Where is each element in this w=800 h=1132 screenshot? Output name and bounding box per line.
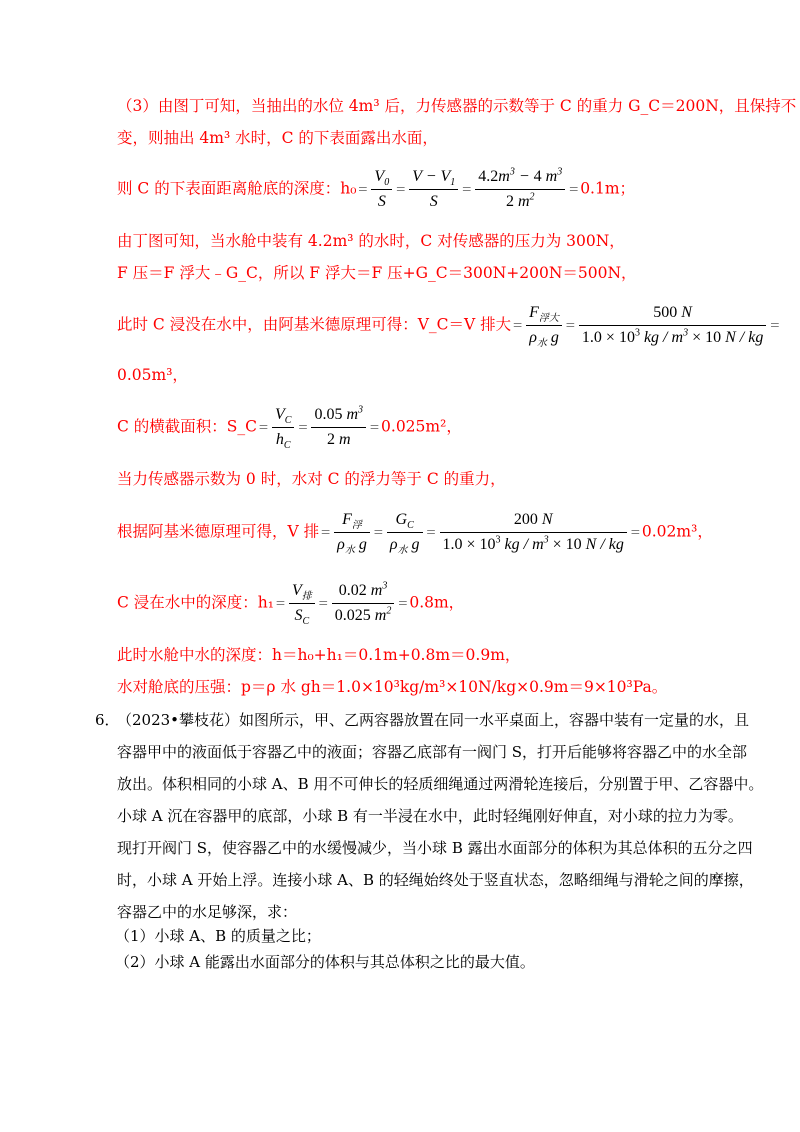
question-line-3: 放出。体积相同的小球 A、B 用不可伸长的轻质细绳通过两滑轮连接后，分别置于甲、乙容器中。 bbox=[117, 775, 764, 793]
answer-line-3: 则 C 的下表面距离舱底的深度：h₀＝ $\frac{V_0}{S}$ ＝ $\frac{V - V_1}{S}$ ＝ $\frac{4.2m^3 - 4 m^3}{2 m^2}$ ＝0.1m； bbox=[117, 166, 636, 210]
question-line-1: （2023•攀枝花）如图所示，甲、乙两容器放置在同一水平桌面上，容器中装有一定量的水，且 bbox=[117, 711, 750, 729]
answer-line-7: 0.05m³， bbox=[117, 366, 188, 384]
answer-line-6: 此时 C 浸没在水中，由阿基米德原理可得：V_C＝V 排大＝ $\frac{F_{浮大}}{\rho_水 g}$ ＝ $\frac{500 N}{1.0 \times 10^3 kg / m^3 \times 10 N / kg}$ ＝ bbox=[117, 304, 781, 350]
area-sc-label: C 的横截面积：S_C bbox=[117, 417, 258, 436]
depth-h0-result: 0.1m； bbox=[580, 179, 636, 198]
fraction-numeric-h0: $\frac{4.2m^3 - 4 m^3}{2 m^2}$ bbox=[475, 167, 565, 212]
answer-line-2: 变，则抽出 4m³ 水时，C 的下表面露出水面， bbox=[117, 129, 438, 147]
depth-h0-label: 则 C 的下表面距离舱底的深度：h₀ bbox=[117, 179, 357, 198]
question-line-5: 现打开阀门 S，使容器乙中的水缓慢减少，当小球 B 露出水面部分的体积为其总体积的五分之四 bbox=[117, 839, 753, 857]
answer-line-11: C 浸在水中的深度：h₁＝ $\frac{V_排}{S_C}$ ＝ $\frac{0.02 m^3}{0.025 m^2}$ ＝0.8m， bbox=[117, 580, 465, 628]
question-line-7: 容器乙中的水足够深，求： bbox=[117, 903, 298, 921]
question-line-6: 时，小球 A 开始上浮。连接小球 A、B 的轻绳始终处于竖直状态，忽略细绳与滑轮之间的摩擦， bbox=[117, 871, 754, 889]
volume-v-pai-label: 根据阿基米德原理可得，V 排 bbox=[117, 522, 320, 541]
fraction-v-minus-v1: $\frac{V - V_1}{S}$ bbox=[409, 167, 458, 212]
fraction-f-over-rho-g: $\frac{F_{浮大}}{\rho_水 g}$ bbox=[526, 303, 562, 348]
fraction-500n: $\frac{500 N}{1.0 \times 10^3 kg / m^3 \times 10 N / kg}$ bbox=[579, 303, 766, 348]
fraction-gc: $\frac{G_C}{\rho_水 g}$ bbox=[387, 510, 423, 555]
answer-line-1: （3）由图丁可知，当抽出的水位 4m³ 后，力传感器的示数等于 C 的重力 G_C＝200N，且保持不 bbox=[117, 97, 797, 115]
area-sc-result: 0.025m²， bbox=[381, 417, 462, 436]
question-part-2: （2）小球 A 能露出水面部分的体积与其总体积之比的最大值。 bbox=[115, 953, 535, 971]
question-line-4: 小球 A 沉在容器甲的底部，小球 B 有一半浸在水中，此时轻绳刚好伸直，对小球的拉力为零。 bbox=[117, 807, 743, 825]
answer-line-5: F 压＝F 浮大﹣G_C，所以 F 浮大＝F 压+G_C＝300N+200N＝500N， bbox=[117, 264, 637, 282]
fraction-f-fu: $\frac{F_浮}{\rho_水 g}$ bbox=[334, 510, 370, 555]
answer-line-9: 当力传感器示数为 0 时，水对 C 的浮力等于 C 的重力， bbox=[117, 470, 506, 488]
fraction-200n: $\frac{200 N}{1.0 \times 10^3 kg / m^3 \times 10 N / kg}$ bbox=[440, 510, 627, 555]
volume-vc-label: 此时 C 浸没在水中，由阿基米德原理可得：V_C＝V 排大 bbox=[117, 315, 512, 334]
answer-line-8: C 的横截面积：S_C＝ $\frac{V_C}{h_C}$ ＝ $\frac{0.05 m^3}{2 m}$ ＝0.025m²， bbox=[117, 404, 462, 452]
answer-line-12: 此时水舱中水的深度：h＝h₀+h₁＝0.1m+0.8m＝0.9m， bbox=[117, 646, 521, 664]
volume-v-pai-result: 0.02m³， bbox=[641, 522, 713, 541]
fraction-vc-over-hc: $\frac{V_C}{h_C}$ bbox=[272, 405, 294, 450]
depth-h1-result: 0.8m， bbox=[409, 593, 465, 612]
fraction-v0-s: $\frac{V_0}{S}$ bbox=[371, 167, 392, 212]
answer-line-10: 根据阿基米德原理可得，V 排＝ $\frac{F_浮}{\rho_水 g}$ ＝ $\frac{G_C}{\rho_水 g}$ ＝ $\frac{200 N}{1.0 \times 10^3 kg / m^3 \times 10 N / kg}$ ＝0.02m³， bbox=[117, 511, 713, 557]
answer-line-4: 由丁图可知，当水舱中装有 4.2m³ 的水时，C 对传感器的压力为 300N， bbox=[117, 232, 625, 250]
depth-h1-label: C 浸在水中的深度：h₁ bbox=[117, 593, 274, 612]
question-number: 6． bbox=[95, 711, 120, 729]
fraction-numeric-h1: $\frac{0.02 m^3}{0.025 m^2}$ bbox=[332, 581, 395, 626]
fraction-v-pai-over-sc: $\frac{V_排}{S_C}$ bbox=[289, 581, 315, 626]
question-part-1: （1）小球 A、B 的质量之比； bbox=[115, 927, 321, 945]
fraction-numeric-sc: $\frac{0.05 m^3}{2 m}$ bbox=[311, 405, 366, 450]
answer-line-13: 水对舱底的压强：p＝ρ 水 gh＝1.0×10³kg/m³×10N/kg×0.9m＝9×10³Pa。 bbox=[117, 678, 668, 696]
question-line-2: 容器甲中的液面低于容器乙中的液面；容器乙底部有一阀门 S，打开后能够将容器乙中的水全部 bbox=[117, 743, 748, 761]
